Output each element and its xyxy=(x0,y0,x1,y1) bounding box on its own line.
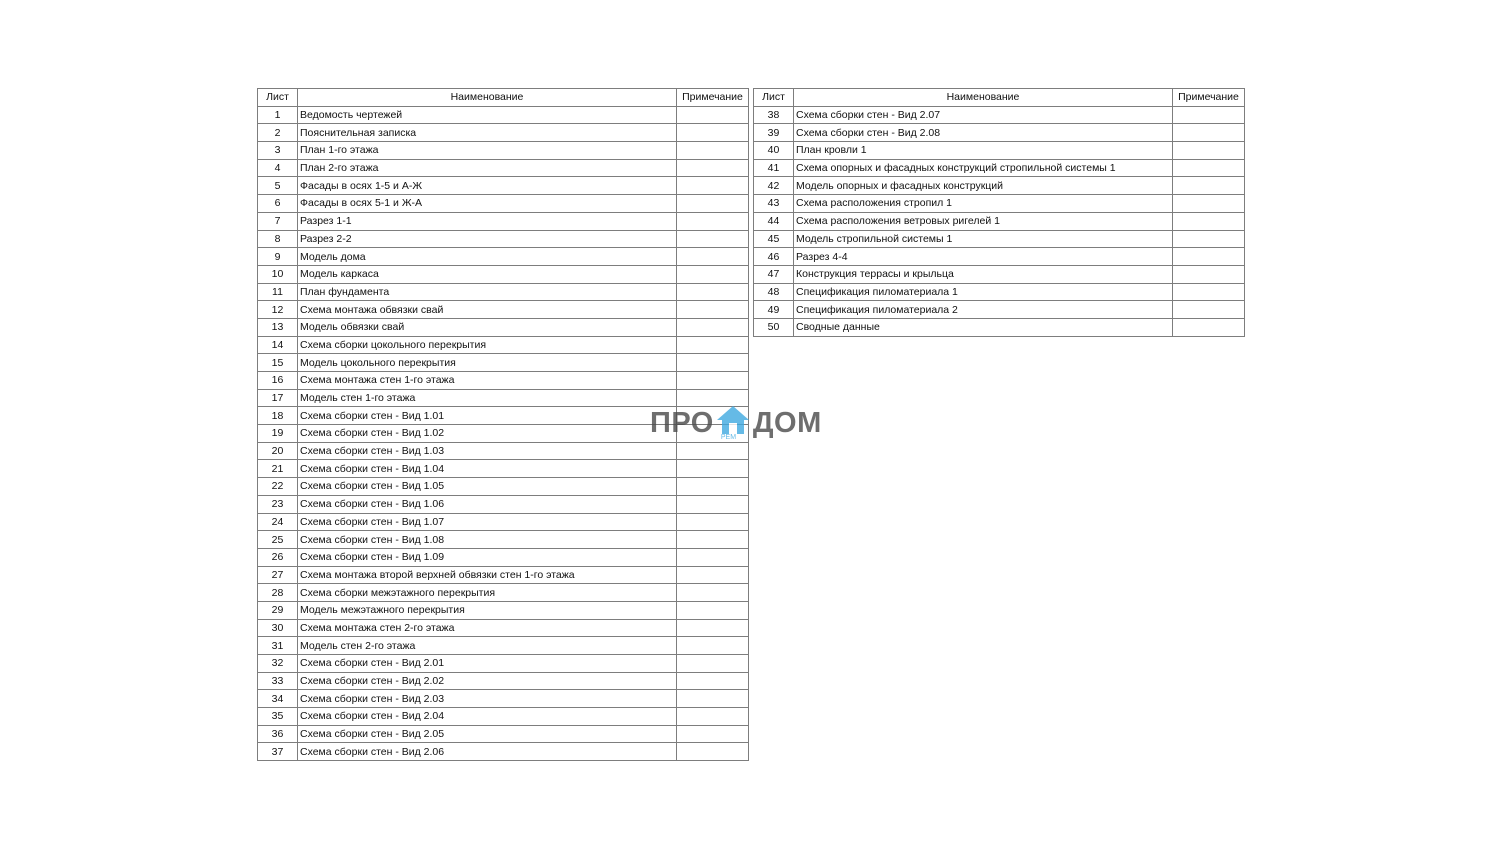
cell-note xyxy=(677,495,749,513)
cell-note xyxy=(677,283,749,301)
cell-note xyxy=(677,212,749,230)
table-row xyxy=(258,566,749,584)
table-row xyxy=(258,725,749,743)
table-body-right xyxy=(754,106,1245,336)
cell-drawing-name: Схема монтажа стен 1-го этажа xyxy=(298,372,677,390)
table-row xyxy=(258,637,749,655)
cell-drawing-name: Модель обвязки свай xyxy=(298,318,677,336)
cell-drawing-name: Спецификация пиломатериала 1 xyxy=(794,283,1173,301)
cell-sheet-number: 27 xyxy=(258,566,298,584)
cell-note xyxy=(677,372,749,390)
cell-note xyxy=(677,195,749,213)
cell-sheet-number: 45 xyxy=(754,230,794,248)
table-row xyxy=(258,301,749,319)
cell-sheet-number: 18 xyxy=(258,407,298,425)
cell-drawing-name: Схема сборки стен - Вид 2.05 xyxy=(298,725,677,743)
table-row xyxy=(258,690,749,708)
cell-drawing-name: Схема сборки стен - Вид 1.01 xyxy=(298,407,677,425)
cell-sheet-number: 33 xyxy=(258,672,298,690)
cell-note xyxy=(677,124,749,142)
table-row xyxy=(258,584,749,602)
cell-drawing-name: Модель опорных и фасадных конструкций xyxy=(794,177,1173,195)
cell-note xyxy=(1173,318,1245,336)
cell-sheet-number: 47 xyxy=(754,265,794,283)
table-row xyxy=(258,513,749,531)
table-row xyxy=(258,142,749,160)
cell-drawing-name: Схема монтажа обвязки свай xyxy=(298,301,677,319)
cell-sheet-number: 12 xyxy=(258,301,298,319)
cell-note xyxy=(1173,301,1245,319)
table-row xyxy=(754,212,1245,230)
table-row xyxy=(258,372,749,390)
cell-sheet-number: 22 xyxy=(258,478,298,496)
cell-note xyxy=(1173,265,1245,283)
cell-drawing-name: План 2-го этажа xyxy=(298,159,677,177)
cell-drawing-name: Схема сборки стен - Вид 1.04 xyxy=(298,460,677,478)
table-row xyxy=(258,495,749,513)
cell-drawing-name: Модель стропильной системы 1 xyxy=(794,230,1173,248)
cell-drawing-name: Схема расположения стропил 1 xyxy=(794,195,1173,213)
cell-drawing-name: Схема сборки стен - Вид 2.07 xyxy=(794,106,1173,124)
cell-drawing-name: Схема опорных и фасадных конструкций стропильной системы 1 xyxy=(794,159,1173,177)
cell-sheet-number: 49 xyxy=(754,301,794,319)
cell-sheet-number: 29 xyxy=(258,601,298,619)
table-row xyxy=(258,318,749,336)
cell-drawing-name: Модель каркаса xyxy=(298,265,677,283)
cell-sheet-number: 25 xyxy=(258,531,298,549)
cell-sheet-number: 8 xyxy=(258,230,298,248)
cell-note xyxy=(1173,283,1245,301)
table-header-row xyxy=(754,89,1245,107)
watermark-logo xyxy=(650,404,822,448)
cell-note xyxy=(677,142,749,160)
cell-drawing-name: Схема монтажа стен 2-го этажа xyxy=(298,619,677,637)
cell-sheet-number: 32 xyxy=(258,655,298,673)
cell-drawing-name: Разрез 1-1 xyxy=(298,212,677,230)
cell-drawing-name: Схема сборки стен - Вид 2.06 xyxy=(298,743,677,761)
cell-sheet-number: 34 xyxy=(258,690,298,708)
table-row xyxy=(258,106,749,124)
cell-drawing-name: Пояснительная записка xyxy=(298,124,677,142)
cell-sheet-number: 15 xyxy=(258,354,298,372)
table-row xyxy=(258,460,749,478)
cell-drawing-name: Схема сборки стен - Вид 1.06 xyxy=(298,495,677,513)
cell-sheet-number: 41 xyxy=(754,159,794,177)
table-row xyxy=(754,195,1245,213)
table-row xyxy=(258,230,749,248)
cell-drawing-name: Схема монтажа второй верхней обвязки стен 1-го этажа xyxy=(298,566,677,584)
table-row xyxy=(258,248,749,266)
cell-sheet-number: 1 xyxy=(258,106,298,124)
cell-sheet-number: 40 xyxy=(754,142,794,160)
column-header-sheet: Лист xyxy=(754,89,794,107)
table-row xyxy=(258,212,749,230)
watermark-sub-text: РЕМ xyxy=(720,434,737,441)
cell-note xyxy=(1173,195,1245,213)
table-row xyxy=(258,336,749,354)
cell-drawing-name: Сводные данные xyxy=(794,318,1173,336)
table-row xyxy=(258,531,749,549)
cell-note xyxy=(677,301,749,319)
cell-sheet-number: 42 xyxy=(754,177,794,195)
cell-sheet-number: 39 xyxy=(754,124,794,142)
cell-note xyxy=(677,513,749,531)
cell-note xyxy=(677,230,749,248)
cell-drawing-name: Модель стен 1-го этажа xyxy=(298,389,677,407)
column-header-note: Примечание xyxy=(677,89,749,107)
cell-note xyxy=(677,265,749,283)
cell-drawing-name: Разрез 4-4 xyxy=(794,248,1173,266)
cell-sheet-number: 38 xyxy=(754,106,794,124)
table-row xyxy=(754,248,1245,266)
cell-drawing-name: Схема сборки стен - Вид 2.02 xyxy=(298,672,677,690)
table-row xyxy=(258,655,749,673)
cell-note xyxy=(1173,124,1245,142)
table-row xyxy=(258,478,749,496)
table-row xyxy=(258,159,749,177)
cell-sheet-number: 48 xyxy=(754,283,794,301)
cell-note xyxy=(677,548,749,566)
table-row xyxy=(754,177,1245,195)
column-header-note: Примечание xyxy=(1173,89,1245,107)
cell-drawing-name: Схема сборки стен - Вид 2.08 xyxy=(794,124,1173,142)
cell-sheet-number: 4 xyxy=(258,159,298,177)
cell-drawing-name: Схема сборки стен - Вид 1.09 xyxy=(298,548,677,566)
cell-drawing-name: Модель дома xyxy=(298,248,677,266)
cell-note xyxy=(677,566,749,584)
cell-drawing-name: Схема сборки стен - Вид 1.07 xyxy=(298,513,677,531)
cell-sheet-number: 26 xyxy=(258,548,298,566)
cell-sheet-number: 10 xyxy=(258,265,298,283)
cell-sheet-number: 46 xyxy=(754,248,794,266)
cell-sheet-number: 30 xyxy=(258,619,298,637)
cell-sheet-number: 3 xyxy=(258,142,298,160)
cell-note xyxy=(677,354,749,372)
cell-drawing-name: Схема расположения ветровых ригелей 1 xyxy=(794,212,1173,230)
cell-sheet-number: 16 xyxy=(258,372,298,390)
cell-note xyxy=(677,159,749,177)
table-row xyxy=(258,708,749,726)
cell-sheet-number: 36 xyxy=(258,725,298,743)
cell-note xyxy=(677,248,749,266)
cell-note xyxy=(677,655,749,673)
table-row xyxy=(258,619,749,637)
table-row xyxy=(258,354,749,372)
cell-sheet-number: 50 xyxy=(754,318,794,336)
cell-note xyxy=(677,601,749,619)
table-row xyxy=(754,318,1245,336)
cell-drawing-name: Схема сборки цокольного перекрытия xyxy=(298,336,677,354)
cell-drawing-name: Модель стен 2-го этажа xyxy=(298,637,677,655)
cell-drawing-name: Разрез 2-2 xyxy=(298,230,677,248)
cell-drawing-name: Конструкция террасы и крыльца xyxy=(794,265,1173,283)
cell-sheet-number: 6 xyxy=(258,195,298,213)
cell-drawing-name: Схема сборки стен - Вид 2.03 xyxy=(298,690,677,708)
table-row xyxy=(258,548,749,566)
cell-note xyxy=(677,336,749,354)
cell-note xyxy=(677,177,749,195)
cell-note xyxy=(1173,177,1245,195)
table-row xyxy=(754,124,1245,142)
table-row xyxy=(754,283,1245,301)
table-row xyxy=(754,230,1245,248)
watermark-left-text: ПРО xyxy=(650,407,714,439)
cell-note xyxy=(1173,142,1245,160)
cell-sheet-number: 11 xyxy=(258,283,298,301)
cell-drawing-name: Схема сборки стен - Вид 1.03 xyxy=(298,442,677,460)
cell-note xyxy=(677,637,749,655)
cell-sheet-number: 37 xyxy=(258,743,298,761)
cell-drawing-name: Модель цокольного перекрытия xyxy=(298,354,677,372)
cell-sheet-number: 43 xyxy=(754,195,794,213)
cell-drawing-name: Фасады в осях 1-5 и А-Ж xyxy=(298,177,677,195)
cell-note xyxy=(1173,159,1245,177)
cell-drawing-name: Схема сборки стен - Вид 1.02 xyxy=(298,425,677,443)
cell-sheet-number: 14 xyxy=(258,336,298,354)
column-header-name: Наименование xyxy=(794,89,1173,107)
cell-drawing-name: План кровли 1 xyxy=(794,142,1173,160)
table-row xyxy=(258,124,749,142)
table-header-row xyxy=(258,89,749,107)
table-row xyxy=(754,142,1245,160)
cell-note xyxy=(677,690,749,708)
cell-drawing-name: Схема сборки стен - Вид 2.04 xyxy=(298,708,677,726)
cell-note xyxy=(677,619,749,637)
table-row xyxy=(258,672,749,690)
cell-sheet-number: 31 xyxy=(258,637,298,655)
cell-sheet-number: 35 xyxy=(258,708,298,726)
cell-sheet-number: 17 xyxy=(258,389,298,407)
table-row xyxy=(258,265,749,283)
cell-note xyxy=(677,672,749,690)
cell-note xyxy=(1173,230,1245,248)
column-header-sheet: Лист xyxy=(258,89,298,107)
table-row xyxy=(258,283,749,301)
cell-drawing-name: Схема сборки стен - Вид 1.05 xyxy=(298,478,677,496)
watermark-right-text: ДОМ xyxy=(752,407,822,439)
cell-note xyxy=(677,708,749,726)
cell-drawing-name: План 1-го этажа xyxy=(298,142,677,160)
cell-note xyxy=(677,478,749,496)
cell-sheet-number: 20 xyxy=(258,442,298,460)
cell-drawing-name: План фундамента xyxy=(298,283,677,301)
cell-sheet-number: 9 xyxy=(258,248,298,266)
cell-drawing-name: Спецификация пиломатериала 2 xyxy=(794,301,1173,319)
table-row xyxy=(258,743,749,761)
cell-note xyxy=(1173,106,1245,124)
cell-drawing-name: Ведомость чертежей xyxy=(298,106,677,124)
cell-sheet-number: 44 xyxy=(754,212,794,230)
table-row xyxy=(754,106,1245,124)
cell-note xyxy=(677,318,749,336)
table-row xyxy=(754,265,1245,283)
table-row xyxy=(754,159,1245,177)
cell-sheet-number: 5 xyxy=(258,177,298,195)
cell-drawing-name: Фасады в осях 5-1 и Ж-А xyxy=(298,195,677,213)
column-header-name: Наименование xyxy=(298,89,677,107)
cell-sheet-number: 28 xyxy=(258,584,298,602)
cell-note xyxy=(677,584,749,602)
cell-drawing-name: Модель межэтажного перекрытия xyxy=(298,601,677,619)
cell-sheet-number: 13 xyxy=(258,318,298,336)
drawings-list-table-right xyxy=(753,88,1245,337)
cell-drawing-name: Схема сборки стен - Вид 1.08 xyxy=(298,531,677,549)
cell-note xyxy=(1173,212,1245,230)
cell-note xyxy=(677,725,749,743)
table-row xyxy=(258,195,749,213)
cell-note xyxy=(1173,248,1245,266)
house-icon xyxy=(716,404,750,444)
table-row xyxy=(258,601,749,619)
cell-sheet-number: 7 xyxy=(258,212,298,230)
cell-note xyxy=(677,743,749,761)
cell-note xyxy=(677,106,749,124)
cell-sheet-number: 19 xyxy=(258,425,298,443)
cell-sheet-number: 23 xyxy=(258,495,298,513)
cell-sheet-number: 24 xyxy=(258,513,298,531)
cell-note xyxy=(677,460,749,478)
cell-note xyxy=(677,531,749,549)
cell-drawing-name: Схема сборки межэтажного перекрытия xyxy=(298,584,677,602)
cell-sheet-number: 2 xyxy=(258,124,298,142)
cell-sheet-number: 21 xyxy=(258,460,298,478)
cell-drawing-name: Схема сборки стен - Вид 2.01 xyxy=(298,655,677,673)
table-row xyxy=(754,301,1245,319)
table-row xyxy=(258,177,749,195)
